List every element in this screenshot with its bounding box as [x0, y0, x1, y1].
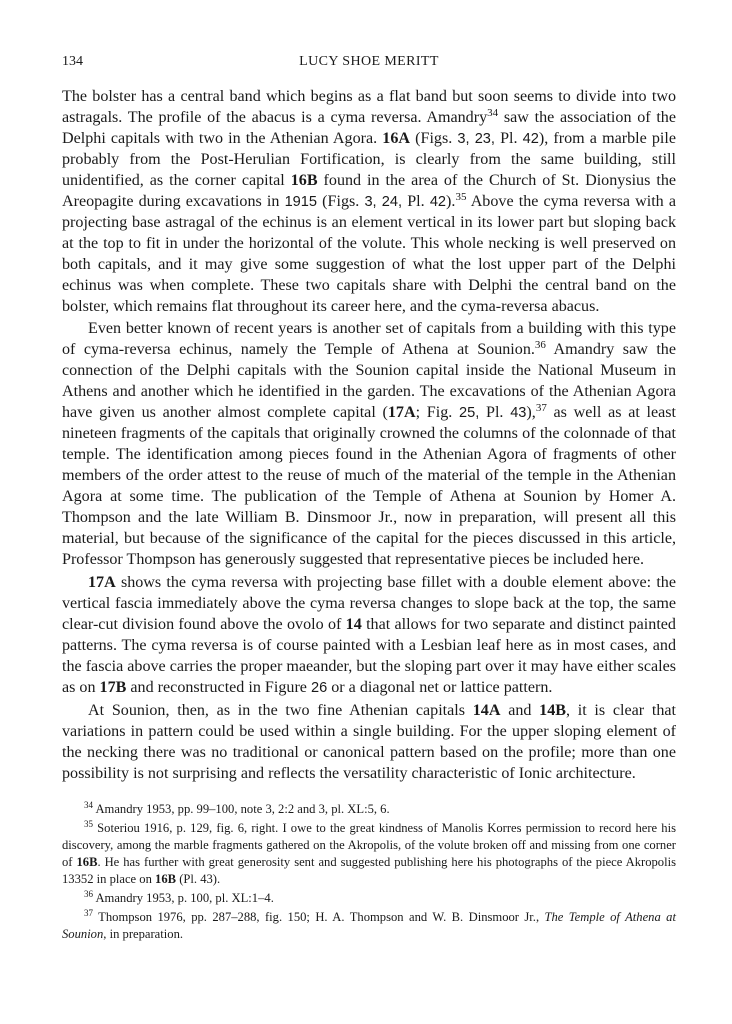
text-run: The bolster has a central band which begins as a flat band but soon seems to divide into two astragals. The profile of the abacus is a cyma reversa. Amandry — [62, 88, 676, 126]
text-run: Pl. — [479, 404, 511, 422]
text-run: (Pl. 43). — [176, 872, 221, 887]
text-run: Amandry 1953, p. 100, pl. XL:1–4. — [93, 891, 274, 906]
text-run: 16A — [382, 129, 411, 147]
text-run: 3, 23, — [457, 130, 495, 147]
footnote-ref: 37 — [84, 908, 93, 919]
text-run: and reconstructed in Figure — [126, 678, 311, 696]
text-run: . He has further with great generosity sent and suggested publishing here his photographs of the piece Akropolis 13352 in place on — [62, 855, 676, 887]
text-run: Pl. — [402, 192, 430, 210]
footnote — [62, 820, 676, 888]
text-run: found in the area of the Church of St. Dionysius the Areopagite during excavations in — [62, 171, 677, 210]
text-run: Pl. — [494, 129, 523, 147]
text-run: ; Fig. — [415, 404, 459, 422]
footnote-ref: 35 — [455, 190, 467, 203]
paragraph — [62, 87, 676, 317]
text-run: 42 — [429, 193, 447, 210]
text-run: 26 — [310, 679, 328, 696]
text-run: Even better known of recent years is another set of capitals from a building with this type of cyma-reversa echinus, namely the Temple of Athena at Sounion. — [62, 320, 676, 359]
footnote-ref: 35 — [84, 819, 93, 830]
text-run: 42 — [522, 130, 539, 147]
running-header — [62, 54, 676, 76]
text-run: 25, — [459, 405, 480, 422]
text-run: Amandry 1953, pp. 99–100, note 3, 2:2 and 3, pl. XL:5, 6. — [93, 802, 390, 817]
text-run: Above the cyma reversa with a projecting base astragal of the echinus is an element vertical in its lower part but sloping back at the top to fit in under the horizontal of the volute. This whole necking is well preserved on both capitals, and it may give some suggestion of what the lost upper part of the Delphi echinus was when complete. These two capitals share with Delphi the central band on the bolster, which remains flat throughout its career here, and the cyma-reversa abacus. — [62, 192, 677, 315]
footnote-ref: 37 — [535, 402, 547, 415]
text-run: ), from a marble pile probably from the Post-Herulian Fortification, is clearly from the same building, still unidentified, as the corner capital — [62, 129, 676, 189]
page — [62, 54, 676, 945]
text-run: shows the cyma reversa with projecting base fillet with a double element above: the vertical fascia immediately above the cyma reversa changes to slope back at the top, the same clear-cut division found above the ovolo of — [62, 573, 676, 633]
text-run: The Temple of Athena at Sounion — [62, 910, 676, 942]
page-number: 134 — [62, 54, 83, 69]
text-run: 17A — [88, 573, 116, 591]
text-run: 14B — [539, 701, 566, 719]
footnote-ref: 34 — [487, 106, 499, 119]
paragraph — [62, 701, 676, 785]
footnotes — [62, 801, 676, 943]
text-run: At Sounion, then, as in the two fine Athenian capitals — [88, 701, 473, 719]
text-run: 3, 24, — [364, 193, 403, 210]
footnote — [62, 801, 676, 818]
footnote — [62, 909, 676, 943]
text-run: , it is clear that variations in pattern could be used within a single building. For the upper sloping element of the necking there was no traditional or canonical pattern based on the profile; more than one possibility is not surprising and reflects the versatility characteristic of Ionic architecture. — [62, 701, 676, 782]
body-text — [62, 87, 676, 784]
text-run: (Figs. — [410, 129, 458, 147]
paragraph — [62, 319, 676, 570]
text-run: 16B — [155, 872, 177, 887]
text-run: Thompson 1976, pp. 287–288, fig. 150; H. A. Thompson and W. B. Dinsmoor Jr., — [93, 910, 545, 925]
text-run: 17A — [387, 404, 416, 422]
text-run: and — [500, 701, 540, 719]
text-run: 14 — [345, 615, 362, 633]
footnote-ref: 34 — [84, 800, 93, 811]
paragraph — [62, 573, 676, 699]
text-run: 16B — [76, 855, 98, 870]
text-run: ), — [526, 404, 536, 422]
text-run: 16B — [290, 171, 318, 189]
running-title: LUCY SHOE MERITT — [299, 54, 439, 69]
text-run: , in preparation. — [103, 927, 184, 942]
text-run: 43 — [510, 405, 527, 422]
text-run: Amandry saw the connection of the Delphi capitals with the Sounion capital inside the National Museum in Athens and another which he identified in the garden. The excavations of the Athenian Agora have given us another almost complete capital ( — [62, 341, 676, 422]
text-run: that allows for two separate and distinct painted patterns. The cyma reversa is of course painted with a Lesbian leaf here as in most cases, and the fascia above carries the proper maeander, but the sloping part over it may have either scales as on — [62, 615, 676, 696]
text-run: (Figs. — [317, 192, 365, 210]
footnote — [62, 890, 676, 907]
text-run: ). — [446, 192, 456, 210]
text-run: as well as at least nineteen fragments of the capitals that originally crowned the columns of the colonnade of that temple. The identification among pieces found in the Athenian Agora of fragments of other members of the order attest to the reuse of much of the material of the temple in the Athenian Agora at some time. The publication of the Temple of Athena at Sounion by Homer A. Thompson and the late William B. Dinsmoor Jr., now in preparation, will present all this material, but because of the significance of the capital for the pieces discussed in this article, Professor Thompson has generously suggested that representative pieces be included here. — [62, 404, 677, 568]
footnote-ref: 36 — [84, 889, 93, 900]
text-run: 1915 — [284, 193, 318, 210]
footnote-ref: 36 — [534, 339, 546, 352]
text-run: 17B — [99, 678, 127, 696]
text-run: 14A — [472, 701, 501, 719]
text-run: saw the association of the Delphi capitals with two in the Athenian Agora. — [62, 108, 676, 147]
text-run: or a diagonal net or lattice pattern. — [327, 678, 553, 696]
text-run: Soteriou 1916, p. 129, fig. 6, right. I owe to the great kindness of Manolis Korres permission to record here his discovery, among the marble fragments gathered on the Akropolis, of the volute broken off and missing from one corner of — [62, 821, 676, 870]
